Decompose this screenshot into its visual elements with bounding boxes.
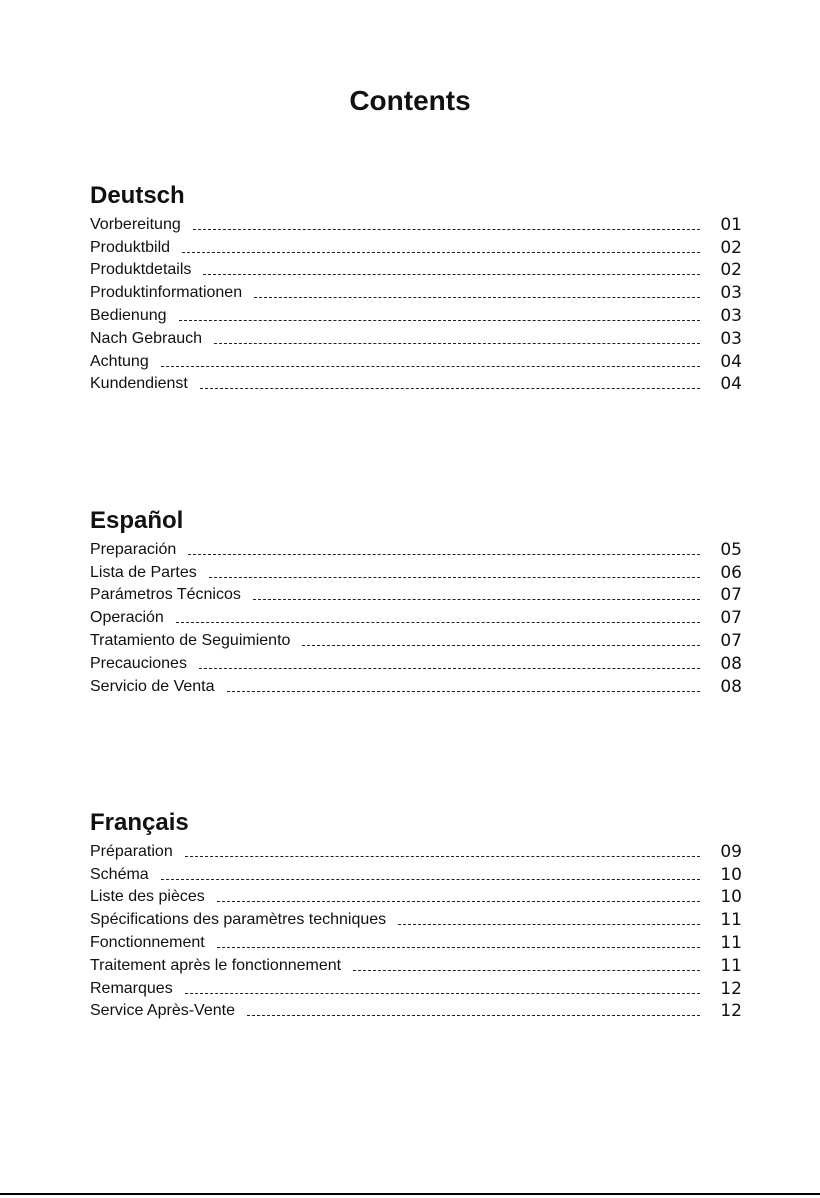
toc-entry[interactable] [90, 953, 742, 976]
entry-page-number: 04 [720, 351, 742, 372]
entry-page-number: 11 [720, 932, 742, 953]
dotted-leader [209, 577, 700, 578]
entry-label: Operación [90, 609, 164, 627]
toc-entry[interactable] [90, 258, 742, 281]
section-heading: Français [90, 809, 189, 836]
entry-page-number: 01 [720, 214, 742, 235]
dotted-leader [161, 879, 700, 880]
toc-entry[interactable] [90, 537, 742, 560]
entry-label: Spécifications des paramètres techniques [90, 911, 387, 929]
section-heading: Español [90, 507, 184, 534]
section-francais [90, 809, 742, 1021]
entry-page-number: 12 [720, 978, 742, 999]
entry-label: Remarques [90, 979, 173, 997]
entry-page-number: 09 [720, 841, 742, 862]
dotted-leader [179, 320, 700, 321]
dotted-leader [254, 297, 700, 298]
toc-entry[interactable] [90, 839, 742, 862]
dotted-leader [217, 901, 700, 902]
toc-entry[interactable] [90, 583, 742, 606]
entry-page-number: 03 [720, 328, 742, 349]
bottom-rule [0, 1193, 820, 1195]
entry-label: Lista de Partes [90, 563, 197, 581]
entry-label: Traitement après le fonctionnement [90, 956, 342, 974]
dotted-leader [214, 343, 700, 344]
entry-page-number: 07 [720, 608, 742, 629]
toc-entry[interactable] [90, 326, 742, 349]
entry-page-number: 10 [720, 864, 742, 885]
dotted-leader [200, 388, 700, 389]
entry-label: Produktdetails [90, 261, 192, 279]
toc-entry[interactable] [90, 930, 742, 953]
toc-entry[interactable] [90, 560, 742, 583]
entry-page-number: 07 [720, 585, 742, 606]
toc-entry[interactable] [90, 651, 742, 674]
dotted-leader [247, 1015, 700, 1016]
entry-page-number: 03 [720, 305, 742, 326]
section-espanol [90, 507, 742, 697]
entry-page-number: 05 [720, 539, 742, 560]
toc-entry[interactable] [90, 907, 742, 930]
entry-label: Vorbereitung [90, 215, 181, 233]
entry-page-number: 10 [720, 887, 742, 908]
toc-entry[interactable] [90, 628, 742, 651]
dotted-leader [227, 691, 700, 692]
entry-label: Préparation [90, 842, 173, 860]
entry-page-number: 02 [720, 237, 742, 258]
entry-page-number: 06 [720, 562, 742, 583]
toc-entry[interactable] [90, 999, 742, 1022]
dotted-leader [253, 599, 700, 600]
entry-label: Precauciones [90, 654, 187, 672]
dotted-leader [185, 993, 700, 994]
entry-label: Nach Gebrauch [90, 329, 203, 347]
dotted-leader [398, 924, 700, 925]
entry-label: Parámetros Técnicos [90, 586, 241, 604]
entry-label: Produktinformationen [90, 284, 243, 302]
entry-label: Produktbild [90, 238, 171, 256]
entry-label: Bedienung [90, 306, 167, 324]
entry-label: Tratamiento de Seguimiento [90, 631, 291, 649]
entry-page-number: 12 [720, 1001, 742, 1022]
dotted-leader [353, 970, 700, 971]
entry-page-number: 02 [720, 260, 742, 281]
entry-label: Servicio de Venta [90, 677, 215, 695]
section-deutsch [90, 182, 742, 394]
entry-label: Fonctionnement [90, 933, 205, 951]
entry-label: Liste des pièces [90, 888, 205, 906]
entry-page-number: 04 [720, 374, 742, 395]
toc-entry[interactable] [90, 212, 742, 235]
entry-label: Achtung [90, 352, 149, 370]
toc-entry[interactable] [90, 976, 742, 999]
entry-page-number: 08 [720, 653, 742, 674]
dotted-leader [188, 554, 700, 555]
entry-label: Service Après-Vente [90, 1002, 235, 1020]
toc-entry[interactable] [90, 605, 742, 628]
toc-entry[interactable] [90, 674, 742, 697]
toc-entry[interactable] [90, 349, 742, 372]
entry-label: Schéma [90, 865, 149, 883]
entry-page-number: 08 [720, 676, 742, 697]
dotted-leader [161, 366, 700, 367]
entry-label: Preparación [90, 540, 177, 558]
dotted-leader [199, 668, 700, 669]
dotted-leader [182, 252, 700, 253]
entry-page-number: 07 [720, 630, 742, 651]
toc-entry[interactable] [90, 280, 742, 303]
entry-page-number: 03 [720, 283, 742, 304]
dotted-leader [176, 622, 700, 623]
page-title: Contents [349, 85, 471, 116]
toc-entry[interactable] [90, 235, 742, 258]
toc-entry[interactable] [90, 372, 742, 395]
dotted-leader [203, 274, 700, 275]
entry-label: Kundendienst [90, 375, 188, 393]
toc-entry[interactable] [90, 862, 742, 885]
dotted-leader [302, 645, 700, 646]
toc-entry[interactable] [90, 885, 742, 908]
entry-page-number: 11 [720, 955, 742, 976]
dotted-leader [193, 229, 700, 230]
section-heading: Deutsch [90, 182, 185, 209]
toc-entry[interactable] [90, 303, 742, 326]
dotted-leader [217, 947, 700, 948]
entry-page-number: 11 [720, 910, 742, 931]
dotted-leader [185, 856, 700, 857]
